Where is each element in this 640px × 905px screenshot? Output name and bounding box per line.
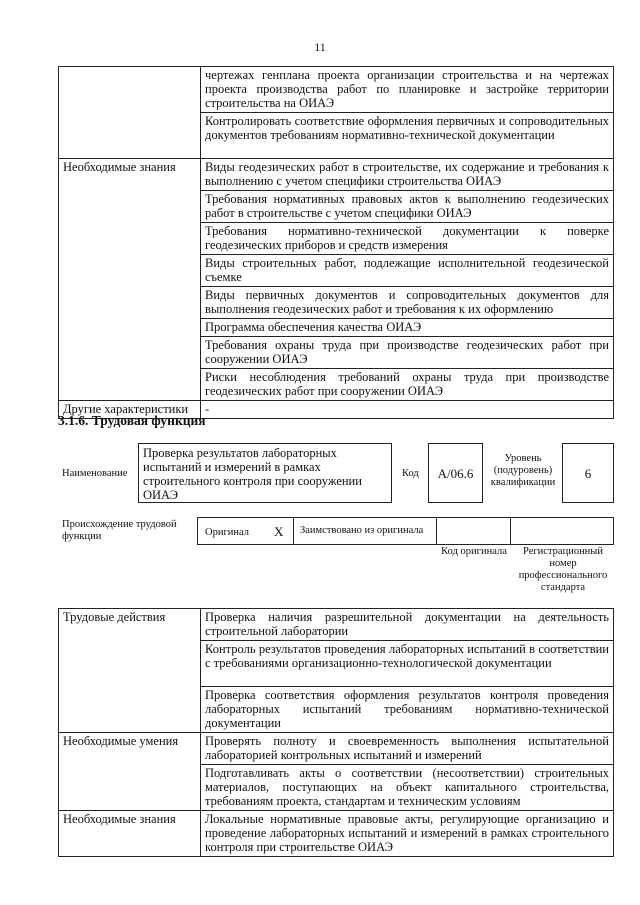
table-row	[59, 733, 614, 765]
skills-table-continued	[58, 66, 614, 419]
qualification-level: 6	[562, 443, 614, 503]
table-cell: Проверка соответствия оформления результатов контроля проведения лабораторных испытаний требованиям нормативно-технической документации	[201, 687, 614, 733]
original-label: Оригинал	[205, 527, 249, 538]
table-cell: Контролировать соответствие оформления первичных и сопроводительных документов требованиям нормативно-технической документации	[201, 113, 614, 159]
table-row	[59, 67, 614, 113]
table-row	[59, 159, 614, 191]
row-label: Трудовые действия	[59, 609, 201, 733]
code-label: Код	[402, 468, 419, 479]
table-cell: Проверка наличия разрешительной документации на деятельность строительной лаборатории	[201, 609, 614, 641]
row-label: Необходимые знания	[59, 159, 201, 401]
divider	[293, 518, 294, 544]
name-label: Наименование	[62, 468, 128, 479]
row-label: Необходимые знания	[59, 811, 201, 857]
table-row	[59, 609, 614, 641]
table-cell: Виды геодезических работ в строительстве, их содержание и требования к выполнению с учетом специфики строительства ОИАЭ	[201, 159, 614, 191]
table-cell: Проверять полноту и своевременность выполнения испытательной лабораторией контрольных испытаний и измерений	[201, 733, 614, 765]
section-title: 3.1.6. Трудовая функция	[58, 413, 206, 428]
origin-label: Происхождение трудовой функции	[62, 519, 177, 542]
table-cell: Виды строительных работ, подлежащие исполнительной геодезической съемке	[201, 255, 614, 287]
function-details-table	[58, 608, 614, 857]
level-label: Уровень (подуровень) квалификации	[490, 453, 556, 488]
table-cell: -	[201, 401, 614, 419]
table-cell: Программа обеспечения качества ОИАЭ	[201, 319, 614, 337]
registration-caption: Регистрационный номер профессионального стандарта	[518, 546, 608, 593]
page-number: 11	[314, 40, 326, 54]
function-name: Проверка результатов лабораторных испытаний и измерений в рамках строительного контроля при сооружении ОИАЭ	[138, 443, 392, 503]
table-cell: чертежах генплана проекта организации строительства и на чертежах проекта производства работ по планировке и застройке территории строительства на ОИАЭ	[201, 67, 614, 113]
borrowed-label: Заимствовано из оригинала	[300, 525, 424, 536]
table-cell: Требования нормативно-технической документации к поверке геодезических приборов и средств измерения	[201, 223, 614, 255]
table-row	[59, 811, 614, 857]
table-cell: Риски несоблюдения требований охраны труда при производстве геодезических работ при сооружении ОИАЭ	[201, 369, 614, 401]
row-label: Другие характеристики	[59, 401, 201, 419]
row-label: Необходимые умения	[59, 733, 201, 811]
table-cell: Требования нормативных правовых актов к выполнению геодезических работ в строительстве с учетом специфики ОИАЭ	[201, 191, 614, 223]
table-cell: Подготавливать акты о соответствии (несоответствии) строительных материалов, поступающих на объект капитального строительства, требованиям проекта, стандартам и техническим условиям	[201, 765, 614, 811]
table-cell: Виды первичных документов и сопроводительных документов для выполнения геодезических работ и требования к их оформлению	[201, 287, 614, 319]
table-cell: Контроль результатов проведения лабораторных испытаний в соответствии с требованиями организационно-технологической документации	[201, 641, 614, 687]
origin-table	[197, 517, 614, 545]
divider	[436, 518, 437, 544]
code-caption: Код оригинала	[441, 546, 507, 557]
table-cell: Требования охраны труда при производстве геодезических работ при сооружении ОИАЭ	[201, 337, 614, 369]
divider	[510, 518, 511, 544]
original-mark: X	[274, 524, 284, 539]
table-cell: Локальные нормативные правовые акты, регулирующие организацию и проведение лабораторных испытаний и измерений в рамках строительного контроля при строительстве ОИАЭ	[201, 811, 614, 857]
row-label	[59, 67, 201, 159]
function-code: А/06.6	[428, 443, 483, 503]
